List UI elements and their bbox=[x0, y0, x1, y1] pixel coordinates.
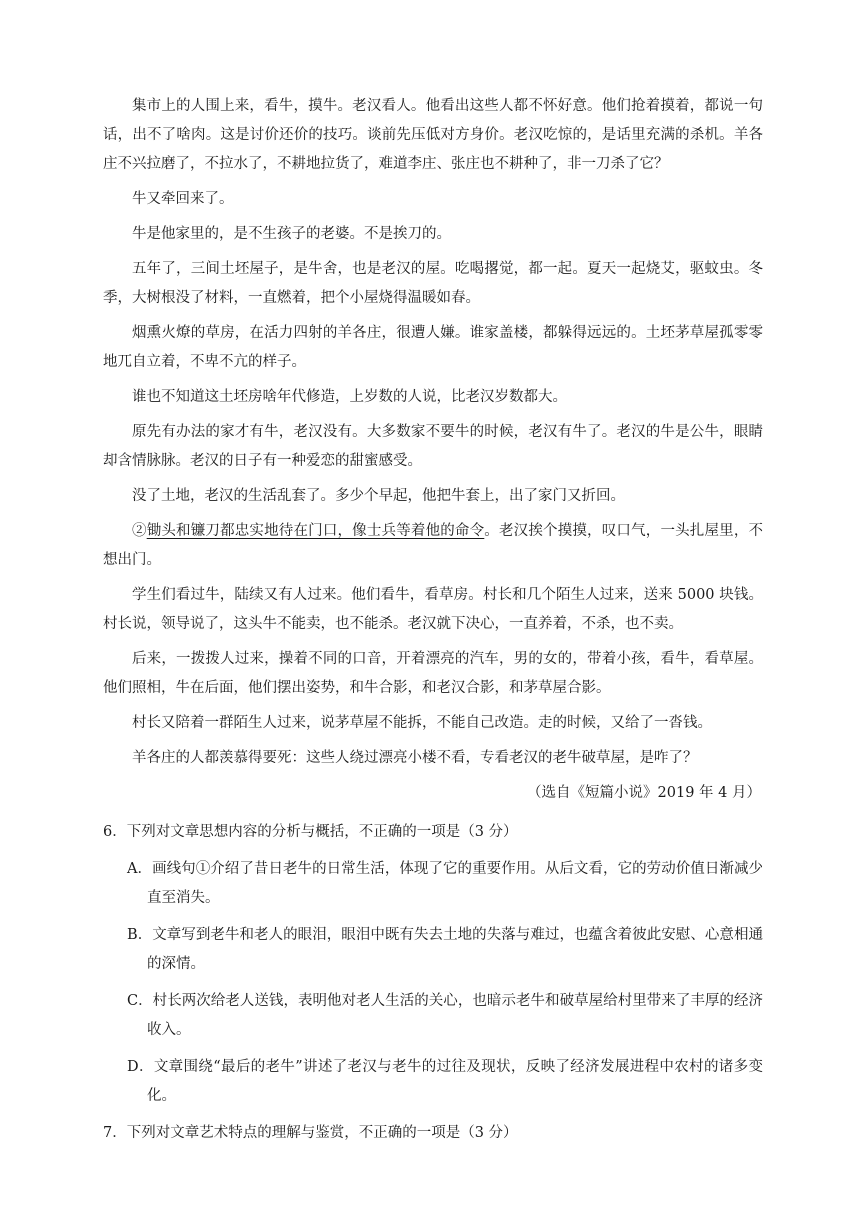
question-7-stem: 7．下列对文章艺术特点的理解与鉴赏，不正确的一项是（3 分） bbox=[103, 1125, 518, 1141]
paragraph: 集市上的人围上来，看牛，摸牛。老汉看人。他看出这些人都不怀好意。他们抢着摸着，都说一句话，出不了啥肉。这是讨价还价的技巧。谈前先压低对方身价。老汉吃惊的，是话里充满的杀机。羊各庄不兴拉磨了，不拉水了，不耕地拉货了，难道李庄、张庄也不耕种了，非一刀杀了它？ bbox=[103, 98, 763, 172]
source-citation: （选自《短篇小说》2019 年 4 月） bbox=[527, 785, 761, 801]
question-6-option-b: B．文章写到老牛和老人的眼泪，眼泪中既有失去土地的失落与难过，也蕴含着彼此安慰、心意相通的深情。 bbox=[127, 927, 763, 972]
paragraph: 牛是他家里的，是不生孩子的老婆。不是挨刀的。 bbox=[132, 226, 451, 242]
document-page bbox=[103, 92, 763, 1156]
paragraph: 没了土地，老汉的生活乱套了。多少个早起，他把牛套上，出了家门又折回。 bbox=[132, 488, 625, 504]
paragraph: 五年了，三间土坯屋子，是牛舍，也是老汉的屋。吃喝撂觉，都一起。夏天一起烧艾，驱蚊虫。冬季，大树根没了材料，一直燃着，把个小屋烧得温暖如春。 bbox=[103, 261, 763, 306]
question-6-option-c: C．村长两次给老人送钱，表明他对老人生活的关心，也暗示老牛和破草屋给村里带来了丰厚的经济收入。 bbox=[127, 993, 763, 1038]
paragraph: 原先有办法的家才有牛，老汉没有。大多数家不要牛的时候，老汉有牛了。老汉的牛是公牛，眼睛却含情脉脉。老汉的日子有一种爱恋的甜蜜感受。 bbox=[103, 424, 763, 469]
paragraph-underlined-sentence bbox=[103, 517, 763, 575]
paragraph: 烟熏火燎的草房，在活力四射的羊各庄，很遭人嫌。谁家盖楼，都躲得远远的。土坯茅草屋孤零零地兀自立着，不卑不亢的样子。 bbox=[103, 325, 763, 370]
underlined-sentence: 锄头和镰刀都忠实地待在门口，像士兵等着他的命令 bbox=[146, 523, 485, 539]
paragraph: 村长又陪着一群陌生人过来，说茅草屋不能拆，不能自己改造。走的时候，又给了一沓钱。 bbox=[132, 715, 712, 731]
paragraph: 后来，一拨拨人过来，操着不同的口音，开着漂亮的汽车，男的女的，带着小孩，看牛，看草屋。他们照相，牛在后面，他们摆出姿势，和牛合影，和老汉合影，和茅草屋合影。 bbox=[103, 651, 763, 696]
paragraph: 谁也不知道这土坯房啥年代修造，上岁数的人说，比老汉岁数都大。 bbox=[132, 389, 567, 405]
paragraph: 学生们看过牛，陆续又有人过来。他们看牛，看草房。村长和几个陌生人过来，送来 5000 块钱。村长说，领导说了，这头牛不能卖，也不能杀。老汉就下决心，一直养着，不杀，也不卖。 bbox=[103, 587, 763, 632]
sentence-marker: ② bbox=[132, 523, 147, 539]
paragraph: 牛又牵回来了。 bbox=[132, 191, 234, 207]
sentence-rest: 。老汉挨个摸摸，叹口气，一头扎屋里，不想出门。 bbox=[103, 523, 764, 568]
paragraph: 羊各庄的人都羡慕得要死：这些人绕过漂亮小楼不看，专看老汉的老牛破草屋，是咋了？ bbox=[132, 750, 698, 766]
question-6-option-d: D．文章围绕“最后的老牛”讲述了老汉与老牛的过往及现状，反映了经济发展进程中农村的诸多变化。 bbox=[127, 1059, 763, 1104]
question-6-stem: 6．下列对文章思想内容的分析与概括，不正确的一项是（3 分） bbox=[103, 824, 518, 840]
question-6-option-a: A．画线句①介绍了昔日老牛的日常生活，体现了它的重要作用。从后文看，它的劳动价值日渐减少直至消失。 bbox=[127, 861, 763, 906]
